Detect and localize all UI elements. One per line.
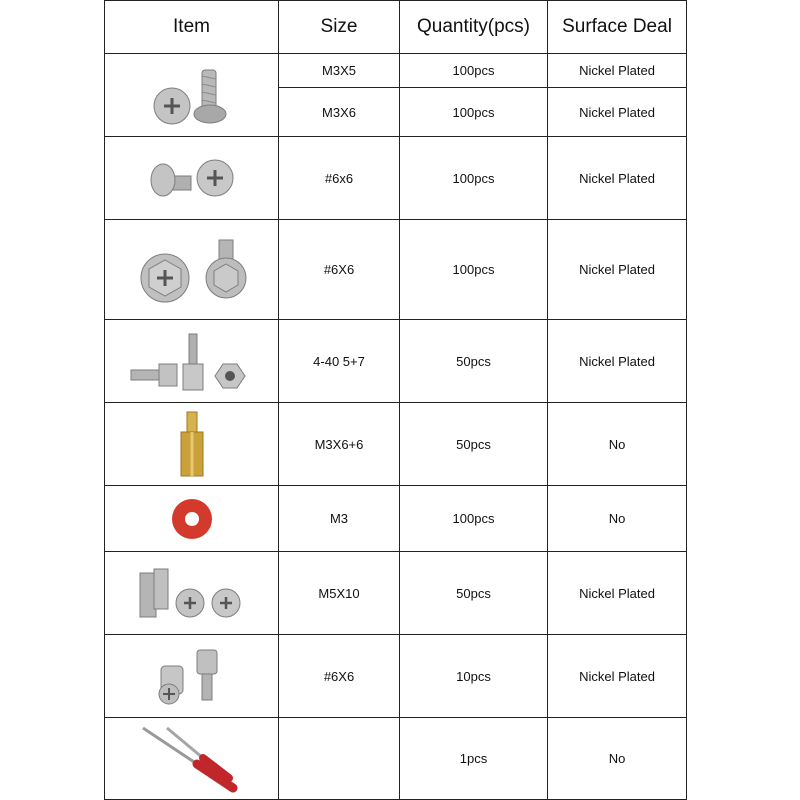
size-cell: M3X5 [279,54,400,88]
table-row [105,635,687,718]
surface-cell: Nickel Plated [548,88,687,137]
size-cell: #6x6 [279,137,400,220]
size-cell: M3 [279,486,400,552]
red-washer-icon [167,494,217,544]
surface-cell: Nickel Plated [548,220,687,320]
hex-washer-screw-icon [127,230,257,310]
item-image-hex-screw [105,220,279,320]
size-cell: 4-40 5+7 [279,320,400,403]
surface-cell: Nickel Plated [548,137,687,220]
item-image-brass-standoff [105,403,279,486]
item-image-flange-screw [105,54,279,137]
item-image-fan-screw [105,552,279,635]
surface-cell: Nickel Plated [548,54,687,88]
surface-cell: No [548,718,687,800]
quantity-cell: 100pcs [400,54,548,88]
table-row [105,220,687,320]
size-cell: #6X6 [279,635,400,718]
quantity-cell: 1pcs [400,718,548,800]
screwdriver-icon [137,724,247,794]
hex-standoff-icon [127,326,257,396]
pan-screw-icon [137,148,247,208]
size-cell: M3X6 [279,88,400,137]
item-image-standoff [105,320,279,403]
table-row [105,486,687,552]
quantity-cell: 100pcs [400,486,548,552]
table-row [105,320,687,403]
size-cell [279,718,400,800]
quantity-cell: 50pcs [400,403,548,486]
header-item: Item [105,1,279,54]
fan-screw-icon [132,561,252,625]
table-row [105,718,687,800]
surface-cell: Nickel Plated [548,635,687,718]
size-cell: #6X6 [279,220,400,320]
flange-screw-icon [132,60,252,130]
quantity-cell: 100pcs [400,137,548,220]
parts-table [104,0,687,800]
table-row [105,403,687,486]
surface-cell: Nickel Plated [548,552,687,635]
quantity-cell: 50pcs [400,320,548,403]
header-surface-deal: Surface Deal [548,1,687,54]
quantity-cell: 50pcs [400,552,548,635]
quantity-cell: 100pcs [400,88,548,137]
quantity-cell: 100pcs [400,220,548,320]
header-row [105,1,687,54]
surface-cell: Nickel Plated [548,320,687,403]
item-image-pan-screw [105,137,279,220]
quantity-cell: 10pcs [400,635,548,718]
header-quantity: Quantity(pcs) [400,1,548,54]
thumb-screw-icon [147,644,237,708]
table-row [105,54,687,88]
size-cell: M3X6+6 [279,403,400,486]
surface-cell: No [548,486,687,552]
table-row [105,552,687,635]
item-image-thumb-screw [105,635,279,718]
item-image-screwdriver [105,718,279,800]
surface-cell: No [548,403,687,486]
brass-standoff-icon [172,408,212,480]
table-row [105,137,687,220]
item-image-washer [105,486,279,552]
size-cell: M5X10 [279,552,400,635]
header-size: Size [279,1,400,54]
